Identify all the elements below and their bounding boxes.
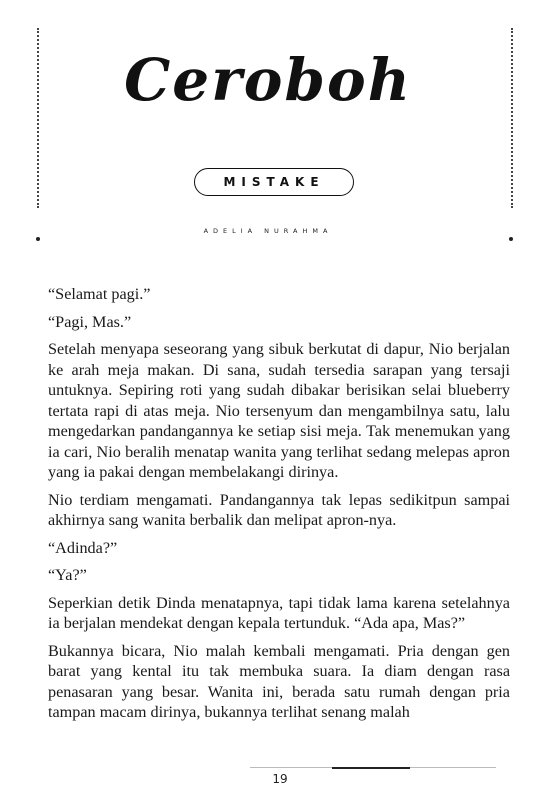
paragraph: Setelah menyapa seseorang yang sibuk berkutat di dapur, Nio berjalan ke arah meja makan. Di sana, sudah tersedia sarapan yang tersaji untuknya. Sepiring roti yang sudah dibakar berisikan selai blueberry tertata rapi di atas meja. Nio tersenyum dan mengambilnya satu, lalu mengedarkan pandangannya ke setiap sisi meja. Tak menemukan yang ia cari, Nio beralih menatap wanita yang terlihat sedang melepas apron yang ia pakai dengan membelakangi dirinya. [48, 340, 510, 481]
paragraph: Bukannya bicara, Nio malah kembali mengamati. Pria dengan gen barat yang kental itu tak membuka suara. Ia diam dengan rasa penasaran yang besar. Wanita ini, berada satu rumah dengan pria tampan macam dirinya, bukannya terlihat senang malah [48, 641, 510, 721]
page-number: 19 [272, 772, 288, 786]
paragraph: Seperkian detik Dinda menatapnya, tapi tidak lama karena setelahnya ia berjalan mendekat dengan kepala tertunduk. “Ada apa, Mas?” [48, 593, 510, 632]
chapter-title: Ceroboh [124, 46, 412, 114]
paragraph: Nio terdiam mengamati. Pandangannya tak lepas sedikitpun sampai akhirnya sang wanita berbalik dan melipat apron-nya. [48, 490, 510, 529]
paragraph: “Selamat pagi.” [48, 285, 151, 303]
chapter-subtitle-pill [194, 168, 354, 196]
paragraph: “Ya?” [48, 566, 87, 584]
left-bullet-ornament [36, 237, 40, 241]
paragraph: “Adinda?” [48, 538, 118, 557]
paragraph: “Pagi, Mas.” [48, 312, 132, 331]
author-name: ADELIA NURAHMA [203, 227, 333, 235]
footer-rule-accent [332, 767, 410, 769]
chapter-subtitle: MISTAKE [223, 175, 325, 189]
story-body [48, 284, 510, 730]
right-bullet-ornament [509, 237, 513, 241]
